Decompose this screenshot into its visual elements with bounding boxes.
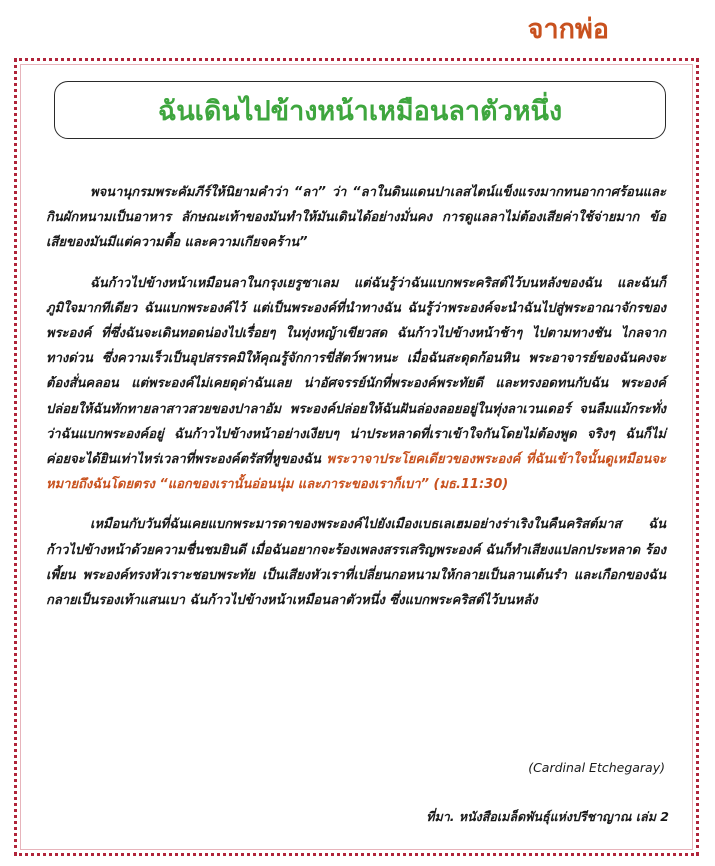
paragraph-christmas: เหมือนกับวันที่ฉันเคยแบกพระมารดาของพระองค์ไปยังเมืองเบธเลเฮมอย่างร่าเริงในคืนคริสต์มาส ฉันก้าวไปข้างหน้าด้วยความชื่นชมยินดี เมื่อฉันอยากจะร้องเพลงสรรเสริญพระองค์ ฉันก็ทำเสียงแปลกประหลาด ร้องเพี้ยน พระองค์ทรงหัวเราะชอบพระทัย เป็นเสียงหัวเราที่เปลี่ยนกอหนามให้กลายเป็นลานเต้นรำ และเกือกของฉันกลายเป็นรองเท้าแสนเบา ฉันก้าวไปข้างหน้าเหมือนลาตัวหนึ่ง ซึ่งแบกพระคริสต์ไว้บนหลัง — [46, 517, 666, 609]
article-title-box — [54, 81, 666, 139]
article-title: ฉันเดินไปข้างหน้าเหมือนลาตัวหนึ่ง — [157, 95, 563, 127]
paragraph-journey-text: ฉันก้าวไปข้างหน้าเหมือนลาในกรุงเยรูซาเลม แต่ฉันรู้ว่าฉันแบกพระคริสต์ไว้บนหลังของฉัน และฉันก็ภูมิใจมากทีเดียว ฉันแบกพระองค์ไว้ แต่เป็นพระองค์ที่นำทางฉัน ฉันรู้ว่าพระองค์จะนำฉันไปสู่พระอาณาจักรของพระองค์ ที่ซึ่งฉันจะเดินทอดน่องไปเรื่อยๆ ในทุ่งหญ้าเขียวสด ฉันก้าวไปข้างหน้าช้าๆ ไปตามทางชัน ไกลจากทางด่วน ซึ่งความเร็วเป็นอุปสรรคมิให้คุณรู้จักการขี่สัตว์พาหนะ เมื่อฉันสะดุดก้อนหิน พระอาจารย์ของฉันคงจะต้องสั่นคลอน แต่พระองค์ไม่เคยดุด่าฉันเลย น่าอัศจรรย์นักที่พระองค์พระทัยดี และทรงอดทนกับฉัน พระองค์ปล่อยให้ฉันทักทายลาสาวสวยของปาลาอัม พระองค์ปล่อยให้ฉันฝันล่องลอยอยู่ในทุ่งลาเวนเดอร์ จนลืมแม้กระทั่งว่าฉันแบกพระองค์อยู่ ฉันก้าวไปข้างหน้าอย่างเงียบๆ น่าประหลาดที่เราเข้าใจกันโดยไม่ต้องพูด จริงๆ ฉันก็ไม่ค่อยจะได้ยินเท่าไหร่เวลาที่พระองค์ตรัสที่หูของฉัน — [46, 275, 666, 468]
page-header-title: จากพ่อ — [527, 14, 609, 45]
article-body — [46, 180, 666, 628]
paragraph-definition: พจนานุกรมพระคัมภีร์ให้นิยามคำว่า “ลา” ว่า “ลาในดินแดนปาเลสไตน์แข็งแรงมากทนอากาศร้อนและกินผักหนามเป็นอาหาร ลักษณะเท้าของมันทำให้มันเดินได้อย่างมั่นคง การดูแลลาไม่ต้องเสียค่าใช้จ่ายมาก ข้อเสียของมันมีแต่ความดื้อ และความเกียจคร้าน” — [46, 185, 666, 251]
author-credit: (Cardinal Etchegaray) — [528, 760, 665, 775]
paragraph-journey — [46, 271, 666, 498]
source-reference: ที่มา. หนังสือเมล็ดพันธุ์แห่งปรีชาญาณ เล่ม 2 — [426, 809, 669, 824]
scripture-highlight: พระวาจาประโยคเดียวของพระองค์ ที่ฉันเข้าใจนั้นดูเหมือนจะหมายถึงฉันโดยตรง “แอกของเรานั้นอ่อนนุ่ม และภาระของเราก็เบา” (มธ.11:30) — [46, 452, 666, 493]
